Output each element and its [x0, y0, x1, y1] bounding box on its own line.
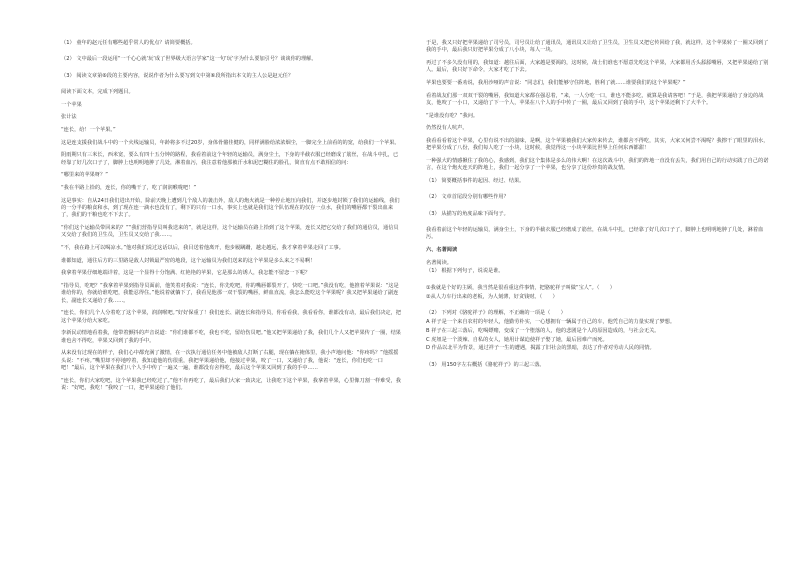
left-paragraph: 张计法	[61, 114, 77, 121]
right-paragraph: ①我就是个好的主顾，我当然是很看重这件事情，把骆驼祥子叫做“宝人”。（ ）	[426, 284, 615, 291]
left-paragraph: 谁都知道，通往后方的三里路是敌人封锁最严密的地段，这个运输员为我们送来的这个苹果是多么来之不易啊！	[61, 257, 316, 264]
right-paragraph: （1） 根据下列句子，说说是谁。	[426, 268, 504, 275]
left-paragraph: （3） 阅读文章第⑥段的主要内容，说说作者为什么要写到文中第⑥段所指出本文的主人公是赵元任？	[61, 72, 294, 79]
right-paragraph: ②从人力车行出来的老板，为人刻薄，好贪钱财。（ ）	[426, 293, 558, 300]
left-paragraph: “我在半路上拾的，连长，你的嘴干了，吃了润润喉咙吧！”	[61, 185, 197, 191]
right-paragraph: （2） 下列对《骆驼祥子》的理解，不正确的一项是（ ）	[426, 309, 566, 316]
right-paragraph: 仍然没有人吭声。	[426, 125, 468, 132]
left-paragraph: 阴雨期只有三米长，西米宽，要么有四十五分钟的路程，我看着前这个年轻的运输员，满身尘土，下身的半截衣服已经磨成了筋丝，在战斗中扎，已经靠了好几次口子了，脚肿上也明明地肿了几处，淋着血污，我注意着他那被汗水和泥巴糊住的脸孔，简直有点不敢相信的问：	[61, 152, 399, 166]
left-paragraph: 我拿着苹果仔细地端详着，这是一个显得十分饱满、红艳艳的苹果，它是那么的诱人，我怎能不留恋一下呢？	[61, 270, 311, 277]
left-paragraph: 阅读下面文本，完成下列题目。	[61, 88, 134, 95]
right-column	[426, 40, 771, 374]
right-paragraph: 一种强大的情感揪住了我的心，我感到，我们这个集体是多么的伟大啊！在这次战斗中，我们的阵地一直没有丢失，我们用自己的行动实践了自己的诺言，在这个炮火连天的阵地上，我们一起分享了一个苹果，也分享了这份珍贵的战友情。	[426, 158, 769, 172]
right-paragraph: 我看看看着这个苹果，心里有说不出的滋味，是啊，这个苹果被我们大家传来传去，谁都舍不得吃，其实，大家又何尝不渴呢？我擦干了眼里的泪水，把苹果分成了八份，我们每人吃了一小块，这时候，我觉得这一小块苹果比世界上任何东西都甜！	[426, 138, 769, 152]
right-paragraph: D 作品以北平为背景，通过祥子一生的遭遇，揭露了旧社会的黑暗，表达了作者对劳动人民的同情。	[426, 345, 655, 352]
left-paragraph: 从来没有过现在的样子，我们心中都充满了激情，在一次执行通信任务中他被敌人打断了右腿，现在躺在掩体里，我小声地问他：“你疼吗？”他摇摇头说：“不疼。”嘴里却不停地哼着，我知道他的伤很重，我把苹果递给他，他接过苹果，咬了一口，又递给了我，他说：“连长，你们也吃一口吧！”最后，这个苹果在我们八个人手中传了一遍又一遍，谁都没有舍得吃，最后这个苹果又回到了我的手中……	[61, 350, 399, 371]
right-paragraph: 六、名著阅读	[426, 246, 458, 253]
right-paragraph: B 祥子在三起三落后，吃喝嫖赌，变成了一个堕落的人，他的悲剧是个人的原因造成的，与社会无关。	[426, 327, 660, 334]
left-paragraph: （1） 童年的赵元任有哪些超乎常人的优点？请简要概括。	[61, 40, 196, 46]
right-paragraph: （2） 文章首尾段分别有哪些作用？	[426, 194, 509, 201]
right-paragraph: （3） 用150字左右概括《骆驼祥子》的三起三落。	[426, 361, 545, 368]
right-paragraph: （1） 简要概括事件的起因、经过、结果。	[426, 177, 525, 184]
right-paragraph: 我看着前这个年轻的运输员，满身尘土，下身的半截衣服已经磨成了筋丝，在战斗中扎，已经靠了好几次口子了，脚肿上也明明地肿了几处，淋着血污。	[426, 226, 764, 241]
right-paragraph: 苹果也要要一番劝说，我用沙哑的声音说：“同志们，我们能够守住阵地，胜利了就……谁要我们的这个苹果呢？”	[426, 79, 686, 86]
right-paragraph: 再过了不多久没有用的，我知道：越往后面，大家越是要渴的，这时候，战士们谁也不愿意先吃这个苹果，大家都用舌头舔舔嘴唇，又把苹果递给了别人。最后，我只好下命令，大家才吃了下去。	[426, 59, 769, 74]
left-paragraph: “指导员，吃吧？”我拿着苹果到指导员面前，他笑着对我说：“连长，你先吃吧，你的嘴唇都裂开了，快吃一口吧。”我没有吃，他推着苹果说：“这是谁给你的，你就给谁吃吧，我能忍得住。”他说着就躺下了，我看见他那一双干裂的嘴唇，鲜血直流，我怎么能吃这个苹果呢？我又把苹果递给了副连长，副连长又递给了我……。	[61, 283, 399, 304]
right-paragraph: 名著阅读。	[426, 259, 452, 266]
right-paragraph: A 祥子是一个来自农村的年轻人，他勤劳朴实，一心想拥有一辆属于自己的车，他凭自己的力量实现了梦想。	[426, 318, 676, 325]
left-paragraph: 李新民动情地看着我，他带着颤抖的声音说道：“你们谁都不吃，我也不吃，留给伤员吧。”他又把苹果递给了我，我们几个人又把苹果传了一圈，结果谁也舍不得吃，苹果又回到了我的手中。	[61, 330, 401, 344]
left-paragraph: “你们这个运输员带回来的？”“我们营指导员叫我送来的”，就是这样，这个运输员在路上拾到了这个苹果，连长又把它交给了我们的通信员，通信员又交给了我们的卫生员，卫生员又交给了我……。	[61, 224, 399, 239]
left-paragraph: （2） 文中最后一段运用“一千心心就‘玩’成了世界级大语言学家”这一句‘玩’字为什么要加引号？谈谈你的理解。	[61, 56, 317, 63]
left-paragraph: “连长，你们几个人分着吃了这个苹果，润润喉吧。”好好保重了！我们连长、副连长和指导员，你看看我，我看看你，谁都没有动，最后我们决定，把这个苹果分给大家吃。	[61, 310, 401, 324]
left-column	[61, 40, 401, 398]
right-paragraph: C 虎妞是一个泼辣、自私的女人，她用计谋迫使祥子娶了她，最后因难产而死。	[426, 336, 608, 343]
left-paragraph: “连长，给！一个苹果。”	[61, 126, 116, 133]
right-paragraph: 于是，我又只好把苹果递给了司号员，司号员让给了通讯员，通讯员又让给了卫生员，卫生员又把它传回给了我，就这样，这个苹果转了一圈又回到了我的手中，最后我只好把苹果分成了八小块，每人一块。	[426, 40, 769, 54]
left-paragraph: “哪里来的苹果呀？”	[61, 172, 108, 179]
right-paragraph: 看着战友们那一双双干裂的嘴唇，我知道大家都在强忍着，“来，一人分吃一口，谁也不能多吃，就算是我请客吧！”于是，我把苹果递给了身边的战友，他咬了一小口，又递给了下一个人，苹果在八个人的手中传了一圈，最后又回到了我的手中，这个苹果还剩下了大半个。	[426, 92, 764, 106]
left-paragraph: 一个苹果	[61, 101, 82, 108]
left-paragraph: 这是连支援我们战斗中的一个火线运输员，年龄将多不过20岁，身体骨骼佳健的，同样满脸给浓浓烟尘，一脚完全上前看的的宽，给我们一个苹果。	[61, 139, 400, 146]
left-paragraph: “不，我在路上可以喝凉水。”他对我们说过这话以后，我目送着他离开，他步履蹒跚，越走越远，我才拿着苹果走回了工事。	[61, 244, 344, 251]
right-paragraph: “是谁没有吃？”我问。	[426, 112, 479, 119]
left-paragraph: “连长，你们大家吃吧，这个苹果我已经吃过了。”他不肯再吃了，最后我们大家一致决定，让我吃下这个苹果，我拿着苹果，心里像刀割一样难受，我说：“好吧，我吃！”我咬了一口，把苹果递给了他们。	[61, 377, 401, 391]
left-paragraph: 这是事实：自从24日我们进出开始，除前天晚上遭到几个敌人的袭击外，敌人的炮火就是一种停止地压向我们，并逐步地封锁了我们的运输线，我们的一分半的粮食和水，到了现在连一滴水也没有了，剩下的只有一口水，事实上也就是我们这个队伍现在的仅存一点水，我们的嘴唇都干裂出血来了，我们的干粮也吃不下去了。	[61, 197, 400, 219]
right-paragraph: （3） 从描写的角度品味下面句子。	[426, 210, 509, 217]
